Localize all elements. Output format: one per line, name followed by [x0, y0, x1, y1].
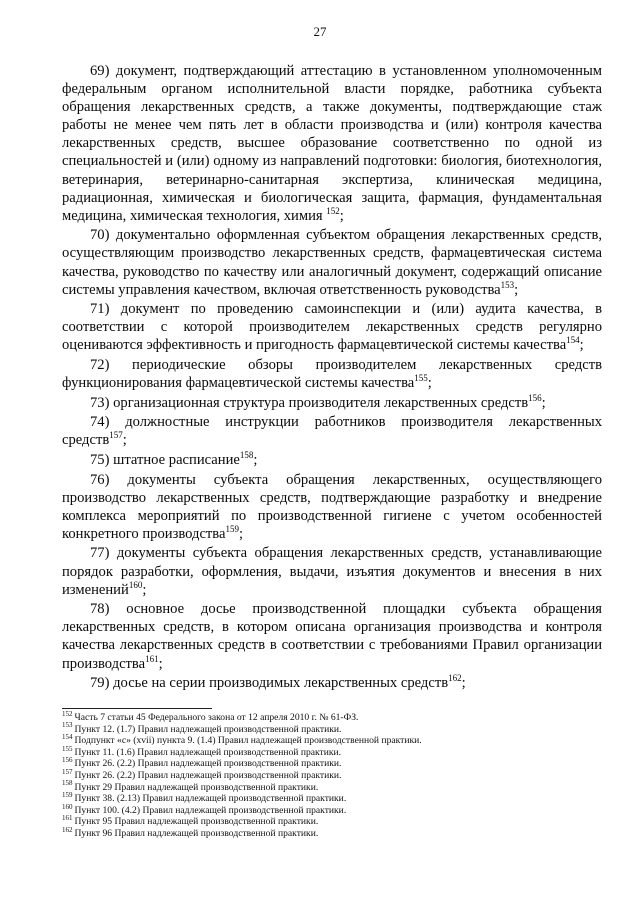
footnote-number: 153 [62, 721, 73, 730]
footnote: $^{160}$ Пункт 100. (4.2) Правил надлежащей производственной практики. [62, 802, 347, 816]
footnote-number: 161 [62, 814, 73, 823]
footnote-ref[interactable]: 162 [448, 673, 462, 684]
footnote: $^{153}$ Пункт 12. (1.7) Правил надлежащей производственной практики. [62, 721, 342, 735]
list-item: 75) штатное расписание$^{158}$; [90, 450, 258, 468]
footnote: $^{159}$ Пункт 38. (2.13) Правил надлежащей производственной практики. [62, 790, 347, 805]
list-item: 74) должностные инструкции работников производителя лекарственных средств$^{157}$; [62, 414, 602, 449]
list-item: 77) документы субъекта обращения лекарственных средств, устанавливающие порядок разработки, оформления, выдачи, изъятия документов и внесения в них изменений$^{160}$; [62, 545, 602, 598]
footnote-number: 160 [62, 802, 73, 811]
footnote: $^{155}$ Пункт 11. (1.6) Правил надлежащей производственной практики. [62, 744, 342, 758]
list-item: 73) организационная структура производителя лекарственных средств$^{156}$; [90, 392, 546, 411]
footnote-ref[interactable]: 157 [109, 430, 123, 441]
footnote: $^{156}$ Пункт 26. (2.2) Правил надлежащей производственной практики. [62, 756, 342, 770]
footnote-number: 159 [62, 790, 73, 799]
list-item: 78) основное досье производственной площадки субъекта обращения лекарственных средств, в котором описана организация производства и контроля качества лекарственных средств в соответствии с требованиями Правил организации производства$^{161}$; [62, 601, 602, 672]
footnote-number: 152 [62, 709, 73, 718]
footnote: $^{152}$ Часть 7 статьи 45 Федерального закона от 12 апреля 2010 г. № 61-ФЗ. [62, 709, 359, 723]
footnote-divider [62, 708, 212, 709]
page-number: 27 [313, 24, 327, 39]
footnote-ref[interactable]: 161 [145, 653, 159, 664]
footnote-number: 154 [62, 733, 73, 741]
footnote-ref[interactable]: 156 [528, 392, 542, 403]
list-item: 71) документ по проведению самоинспекции и (или) аудита качества, в соответствии с которой производителем лекарственных средств регулярно оцениваются эффективность и пригодность фармацевтической системы качества$^{154}$; [62, 301, 602, 354]
footnote-number: 162 [62, 825, 73, 834]
footnote: $^{158}$ Пункт 29 Правил надлежащей производственной практики. [62, 779, 319, 793]
footnote: $^{161}$ Пункт 95 Правил надлежащей производственной практики. [62, 814, 319, 828]
footnote-ref[interactable]: 158 [239, 450, 254, 461]
list-item: 70) документально оформленная субъектом обращения лекарственных средств, осуществляющим производство лекарственных средств, фармацевтическая система качества, руководство по качеству или аналогичный документ, содержащий описание системы управления качеством, включая ответственность руководства$^{153}$; [62, 227, 602, 298]
footnote-ref[interactable]: 153 [500, 279, 515, 290]
list-item: 79) досье на серии производимых лекарственных средств$^{162}$; [90, 673, 466, 692]
list-item: 76) документы субъекта обращения лекарственных, осуществляющего производство лекарственных средств, подтверждающие разработку и внедрение комплекса мероприятий по производственной гигиене с учетом особенностей конкретного производства$^{159}$; [62, 471, 602, 542]
footnote-ref[interactable]: 155 [414, 373, 428, 384]
footnote-number: 155 [62, 744, 73, 753]
footnote-ref[interactable]: 159 [225, 523, 239, 534]
footnote-ref[interactable]: 154 [566, 335, 580, 346]
footnote-number: 157 [62, 767, 73, 776]
footnote-ref[interactable]: 160 [128, 579, 143, 590]
footnote: $^{157}$ Пункт 26. (2.2) Правил надлежащей производственной практики. [62, 767, 342, 781]
footnote-number: 156 [62, 756, 73, 765]
footnote: $^{154}$ Подпункт «с» (xvii) пункта 9. (1.4) Правил надлежащей производственной практики. [62, 733, 422, 747]
footnote-ref[interactable]: 152 [326, 205, 340, 216]
footnote-number: 158 [62, 779, 73, 788]
footnote: $^{162}$ Пункт 96 Правил надлежащей производственной практики. [62, 825, 319, 839]
list-item: 72) периодические обзоры производителем лекарственных средств функционирования фармацевтической системы качества$^{155}$; [62, 357, 602, 392]
footnotes [62, 709, 602, 840]
body-text [62, 62, 602, 694]
list-item: 69) документ, подтверждающий аттестацию в установленном уполномоченным федеральным органом исполнительной власти порядке, работника субъекта обращения лекарственных средств, а также документы, подтверждающие стаж работы не менее чем пять лет в области производства и (или) контроля качества лекарственных средств, высшее образование соответственно по одной из специальностей и (или) одному из направлений подготовки: биология, биотехнология, ветеринария, ветеринарно-санитарная экспертиза, клиническая медицина, радиационная, химическая и биологическая защита, фармация, фундаментальная медицина, химическая технология, химия $^{152}$; [62, 63, 602, 224]
